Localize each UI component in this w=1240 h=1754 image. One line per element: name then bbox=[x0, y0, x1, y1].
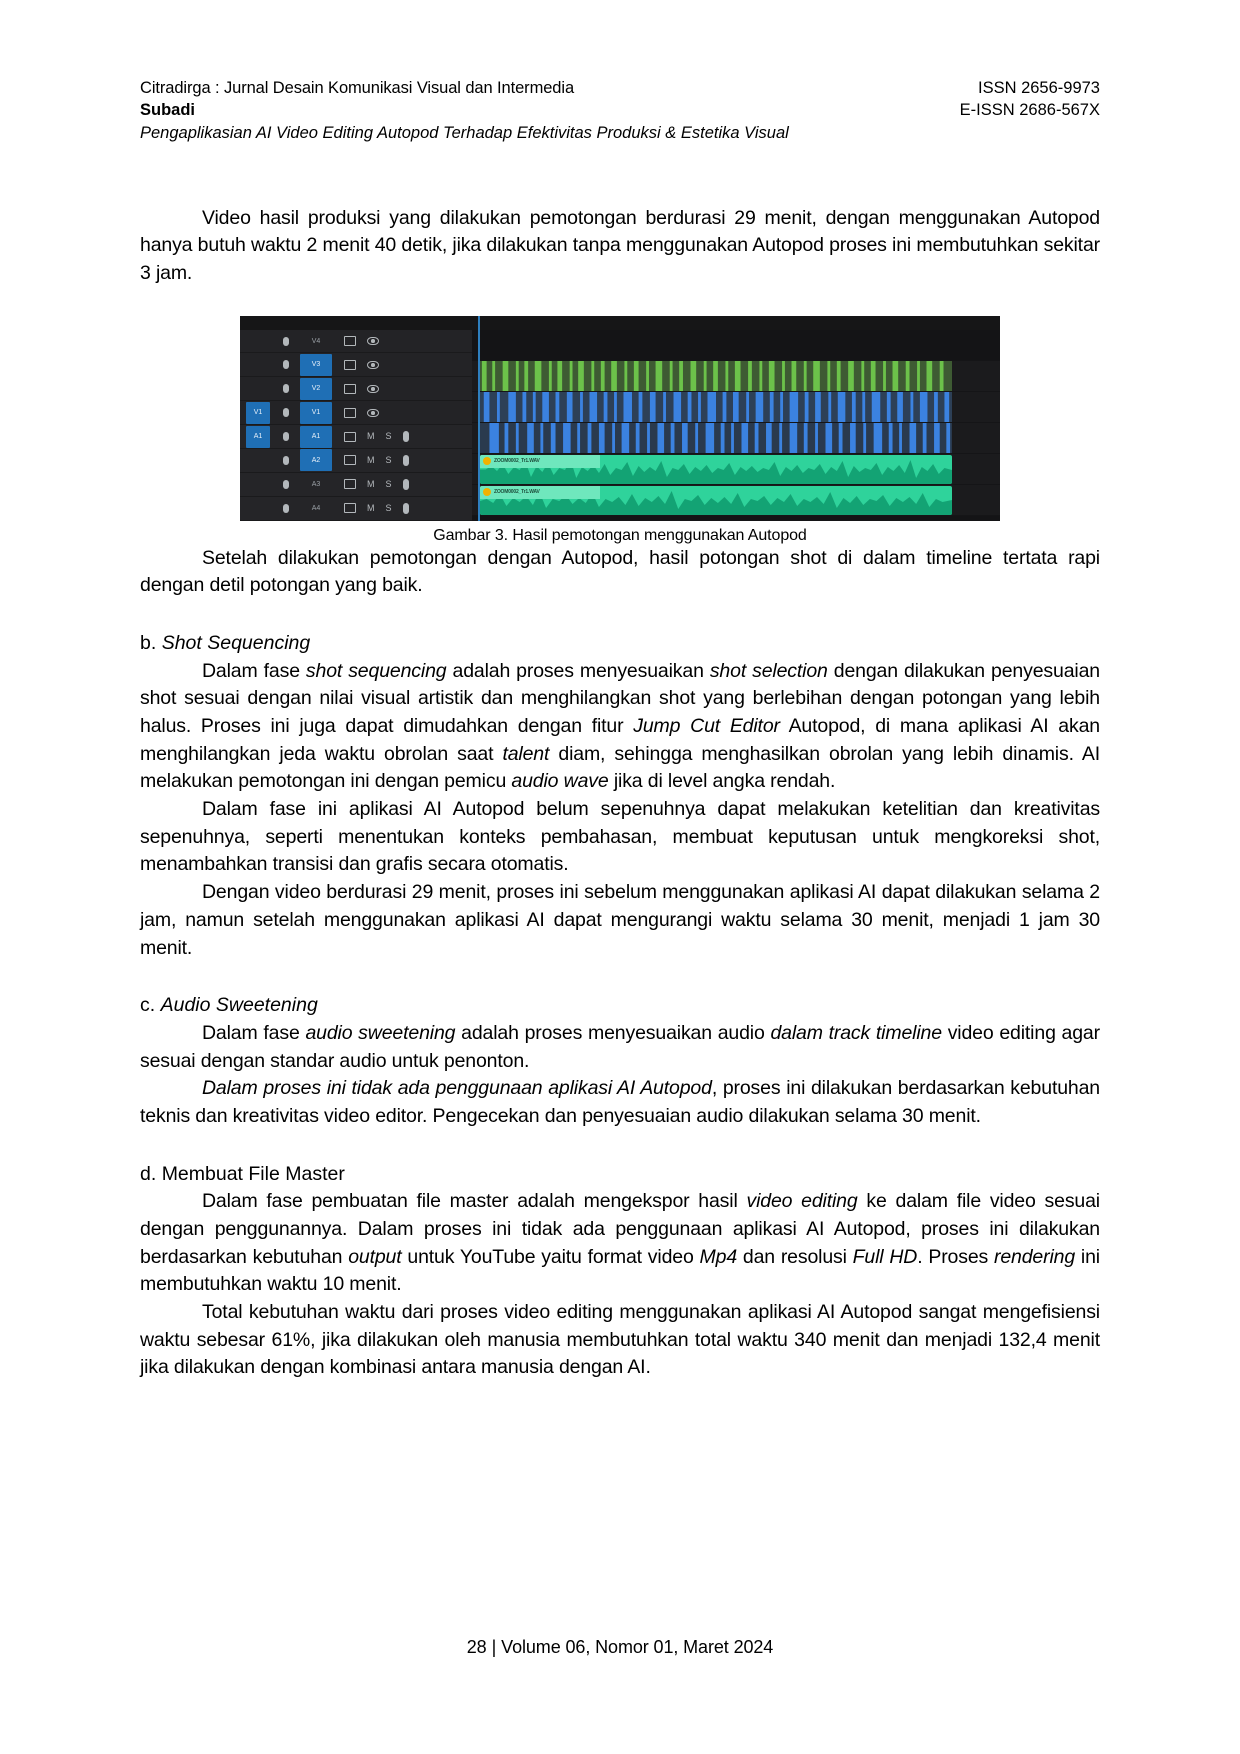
box-icon[interactable] bbox=[344, 408, 356, 418]
run: Dalam fase bbox=[202, 1021, 306, 1044]
clip-badge-icon bbox=[483, 488, 491, 496]
track-tag-a1[interactable]: A1 bbox=[246, 426, 270, 448]
track-icons-a2 bbox=[344, 455, 409, 466]
track-header-a1[interactable] bbox=[240, 425, 472, 449]
run-italic: output bbox=[348, 1245, 402, 1268]
run: dan resolusi bbox=[737, 1245, 853, 1268]
track-header-a4[interactable] bbox=[240, 497, 472, 521]
solo-icon[interactable]: S bbox=[385, 478, 392, 489]
box-icon[interactable] bbox=[344, 479, 356, 489]
journal-title: Citradirga : Jurnal Desain Komunikasi Visual dan Intermedia bbox=[140, 79, 575, 97]
solo-icon[interactable]: S bbox=[385, 431, 392, 442]
page-number: 28 bbox=[466, 1637, 487, 1657]
run-italic: shot sequencing bbox=[305, 659, 447, 682]
run-italic: dalam track timeline bbox=[770, 1021, 942, 1044]
run-italic: Full HD bbox=[852, 1245, 918, 1268]
playhead[interactable] bbox=[478, 316, 480, 521]
track-tag-v4 bbox=[246, 330, 270, 352]
timeline-tracks-area[interactable] bbox=[472, 316, 1000, 521]
section-c-title: Audio Sweetening bbox=[160, 994, 318, 1017]
timeline-track-a3[interactable] bbox=[472, 516, 1000, 521]
section-b-paragraph-2: Dalam fase ini aplikasi AI Autopod belum sepenuhnya dapat melakukan ketelitian dan kreativitas sepenuhnya, seperti menentukan konteks pembahasan, membuat keputusan untuk mengkoreksi shot, menambahkan transisi dan grafis secara otomatis. bbox=[140, 798, 1100, 876]
track-label-a2[interactable]: A2 bbox=[300, 449, 332, 471]
run-italic: audio sweetening bbox=[305, 1021, 456, 1044]
green-clip-segments bbox=[480, 361, 952, 391]
audio-clip-1-label: ZOOM0002_Tr1.WAV bbox=[494, 458, 540, 465]
section-b-marker: b. bbox=[140, 631, 157, 654]
run: , proses ini dilakukan berdasarkan kebutuhan teknis dan kreativitas video editor. Pengecekan dan penyesuaian audio dilakukan selama 30 menit. bbox=[140, 1077, 1100, 1127]
run: diam, sehingga menghasilkan obrolan yang lebih dinamis. AI melakukan pemotongan ini dengan pemicu bbox=[140, 742, 1100, 793]
lock-icon[interactable] bbox=[278, 360, 294, 369]
blue-clip-segments bbox=[480, 392, 952, 422]
lock-icon[interactable] bbox=[278, 456, 294, 465]
track-icons-a4 bbox=[344, 503, 409, 514]
figure-caption: Gambar 3. Hasil pemotongan menggunakan Autopod bbox=[433, 526, 807, 544]
audio-clip-2-header bbox=[480, 486, 600, 499]
box-icon[interactable] bbox=[344, 503, 356, 513]
section-b-paragraph-1 bbox=[140, 658, 1100, 796]
track-header-v4[interactable] bbox=[240, 330, 472, 354]
timeline-screenshot bbox=[240, 316, 1000, 521]
timeline-track-v1[interactable] bbox=[472, 423, 1000, 454]
track-icons-v4 bbox=[344, 336, 379, 346]
run: ini membutuhkan waktu 10 menit. bbox=[140, 1245, 1100, 1296]
run: Dalam fase bbox=[202, 659, 306, 682]
mute-icon[interactable]: M bbox=[367, 502, 375, 513]
track-tag-v3 bbox=[246, 354, 270, 376]
lock-icon[interactable] bbox=[278, 384, 294, 393]
track-label-a3: A3 bbox=[311, 480, 321, 488]
section-d-paragraph-1 bbox=[140, 1188, 1100, 1299]
solo-icon[interactable]: S bbox=[385, 454, 392, 465]
track-header-a2[interactable] bbox=[240, 449, 472, 473]
timeline-track-v3[interactable] bbox=[472, 361, 1000, 392]
run-italic: Dalam proses ini tidak ada penggunaan aplikasi AI Autopod bbox=[202, 1077, 712, 1100]
lock-icon[interactable] bbox=[278, 480, 294, 489]
timeline-track-v2[interactable] bbox=[472, 392, 1000, 423]
track-icons-v3 bbox=[344, 360, 379, 370]
run-italic: video editing bbox=[746, 1190, 858, 1213]
lock-icon[interactable] bbox=[278, 504, 294, 513]
running-head bbox=[140, 78, 1100, 143]
section-heading-c bbox=[140, 992, 1100, 1020]
run-italic: Mp4 bbox=[699, 1245, 738, 1268]
mic-icon[interactable] bbox=[403, 431, 409, 442]
run: dengan dilakukan penyesuaian shot sesuai dengan nilai visual artistik dan menghilangkan shot yang berlebihan dengan potongan yang lebih halus. Proses ini juga dapat dimudahkan dengan fitur bbox=[140, 659, 1100, 738]
track-tag-v1[interactable]: V1 bbox=[246, 402, 270, 424]
eye-icon[interactable] bbox=[367, 409, 379, 417]
lock-icon[interactable] bbox=[278, 408, 294, 417]
clip-strip-blue-2[interactable] bbox=[480, 423, 952, 453]
section-c-paragraph-1 bbox=[140, 1020, 1100, 1075]
mute-icon[interactable]: M bbox=[367, 431, 375, 442]
track-icons-v2 bbox=[344, 384, 379, 394]
footer-issue: Volume 06, Nomor 01, Maret 2024 bbox=[501, 1637, 774, 1657]
run-italic: Jump Cut Editor bbox=[633, 715, 780, 738]
eye-icon[interactable] bbox=[367, 361, 379, 369]
track-icons-v1 bbox=[344, 408, 379, 418]
box-icon[interactable] bbox=[344, 455, 356, 465]
box-icon[interactable] bbox=[344, 432, 356, 442]
track-header-v2[interactable] bbox=[240, 377, 472, 401]
track-tag-a4 bbox=[246, 497, 270, 519]
track-header-topbar bbox=[240, 316, 472, 330]
section-c-marker: c. bbox=[140, 994, 156, 1017]
run: jika di level angka rendah. bbox=[608, 770, 836, 793]
lock-icon[interactable] bbox=[278, 432, 294, 441]
run: Autopod, di mana aplikasi AI akan menghilangkan jeda waktu obrolan saat bbox=[140, 715, 1100, 765]
clip-strip-blue-1[interactable] bbox=[480, 392, 952, 422]
section-d-paragraph-2: Total kebutuhan waktu dari proses video editing menggunakan aplikasi AI Autopod sangat mengefisiensi waktu sebesar 61%, jika dilakukan oleh manusia membutuhkan total waktu 340 menit dan menjadi 132,4 menit jika dilakukan dengan kombinasi antara manusia dengan AI. bbox=[140, 1301, 1100, 1379]
run: ke dalam file video sesuai dengan penggunannya. Dalam proses ini tidak ada penggunaan aplikasi AI Autopod, proses ini dilakukan berdasarkan kebutuhan bbox=[140, 1190, 1100, 1268]
section-b-paragraph-3: Dengan video berdurasi 29 menit, proses ini sebelum menggunakan aplikasi AI dapat dilakukan selama 2 jam, namun setelah menggunakan aplikasi AI dapat mengurangi waktu selama 30 menit, menjadi 1 jam 30 menit. bbox=[140, 881, 1100, 959]
run: Dalam fase pembuatan file master adalah mengekspor hasil bbox=[202, 1190, 747, 1213]
running-head-row-1 bbox=[140, 78, 1100, 100]
section-b-title: Shot Sequencing bbox=[161, 631, 311, 654]
mute-icon[interactable]: M bbox=[367, 478, 375, 489]
clip-badge-icon bbox=[483, 457, 491, 465]
audio-clip-1[interactable] bbox=[480, 455, 952, 484]
timeline-track-a1[interactable] bbox=[472, 454, 1000, 485]
track-label-v1[interactable]: V1 bbox=[300, 402, 332, 424]
run-italic: rendering bbox=[994, 1245, 1076, 1268]
track-header-column bbox=[240, 316, 472, 521]
body-content bbox=[140, 205, 1100, 1383]
track-header-a3[interactable] bbox=[240, 473, 472, 497]
track-label-v2[interactable]: V2 bbox=[300, 378, 332, 400]
audio-clip-2-label: ZOOM0002_Tr1.WAV bbox=[494, 489, 540, 496]
issn-print: ISSN 2656-9973 bbox=[977, 79, 1100, 97]
track-header-v3[interactable] bbox=[240, 353, 472, 377]
timeline-track-a2[interactable] bbox=[472, 485, 1000, 516]
track-label-v4: V4 bbox=[311, 337, 321, 345]
track-tag-a2 bbox=[246, 449, 270, 471]
issn-electronic: E-ISSN 2686-567X bbox=[959, 100, 1100, 119]
run-italic: talent bbox=[502, 742, 550, 765]
box-icon[interactable] bbox=[344, 360, 356, 370]
mute-icon[interactable]: M bbox=[367, 454, 375, 465]
run: . Proses bbox=[917, 1245, 994, 1268]
audio-clip-2[interactable] bbox=[480, 486, 952, 515]
audio-clip-1-header bbox=[480, 455, 600, 468]
section-c-paragraph-2 bbox=[140, 1075, 1100, 1130]
article-title: Pengaplikasian AI Video Editing Autopod Terhadap Efektivitas Produksi & Estetika Visual bbox=[140, 123, 789, 142]
running-head-row-2 bbox=[140, 100, 1100, 122]
track-label-v3[interactable]: V3 bbox=[300, 354, 332, 376]
figure-3 bbox=[140, 316, 1100, 545]
run-italic: shot selection bbox=[709, 659, 828, 682]
footer-separator: | bbox=[491, 1637, 497, 1657]
eye-icon[interactable] bbox=[367, 385, 379, 393]
section-heading-b bbox=[140, 630, 1100, 658]
track-header-v1[interactable] bbox=[240, 401, 472, 425]
section-d-marker: d. bbox=[140, 1162, 157, 1185]
run: video editing agar sesuai dengan standar audio untuk penonton. bbox=[140, 1021, 1100, 1072]
mic-icon[interactable] bbox=[403, 455, 409, 466]
solo-icon[interactable]: S bbox=[385, 502, 392, 513]
blue-clip-segments-2 bbox=[480, 423, 952, 453]
track-label-a4: A4 bbox=[311, 504, 321, 512]
run-italic: audio wave bbox=[511, 770, 609, 793]
lock-icon[interactable] bbox=[278, 337, 294, 346]
paragraph-intro: Video hasil produksi yang dilakukan pemotongan berdurasi 29 menit, dengan menggunakan Autopod hanya butuh waktu 2 menit 40 detik, jika dilakukan tanpa menggunakan Autopod proses ini membutuhkan sekitar 3 jam. bbox=[140, 206, 1100, 284]
track-label-a1[interactable]: A1 bbox=[300, 426, 332, 448]
paragraph-after-figure: Setelah dilakukan pemotongan dengan Autopod, hasil potongan shot di dalam timeline tertata rapi dengan detil potongan yang baik. bbox=[140, 546, 1100, 597]
run: adalah proses menyesuaikan audio bbox=[455, 1021, 771, 1044]
run: untuk YouTube yaitu format video bbox=[401, 1245, 700, 1268]
timeline-ruler[interactable] bbox=[472, 316, 1000, 330]
track-icons-a1 bbox=[344, 431, 409, 442]
clip-strip-green[interactable] bbox=[480, 361, 952, 391]
timeline-track-v4[interactable] bbox=[472, 330, 1000, 361]
eye-icon[interactable] bbox=[367, 337, 379, 345]
section-heading-d bbox=[140, 1161, 1100, 1189]
page-footer bbox=[0, 1637, 1240, 1658]
author-name: Subadi bbox=[140, 100, 196, 119]
mic-icon[interactable] bbox=[403, 479, 409, 490]
track-tag-v2 bbox=[246, 378, 270, 400]
section-d-title: Membuat File Master bbox=[161, 1162, 345, 1185]
track-tag-a3 bbox=[246, 473, 270, 495]
box-icon[interactable] bbox=[344, 336, 356, 346]
run: adalah proses menyesuaikan bbox=[446, 659, 710, 682]
box-icon[interactable] bbox=[344, 384, 356, 394]
mic-icon[interactable] bbox=[403, 503, 409, 514]
track-icons-a3 bbox=[344, 479, 409, 490]
